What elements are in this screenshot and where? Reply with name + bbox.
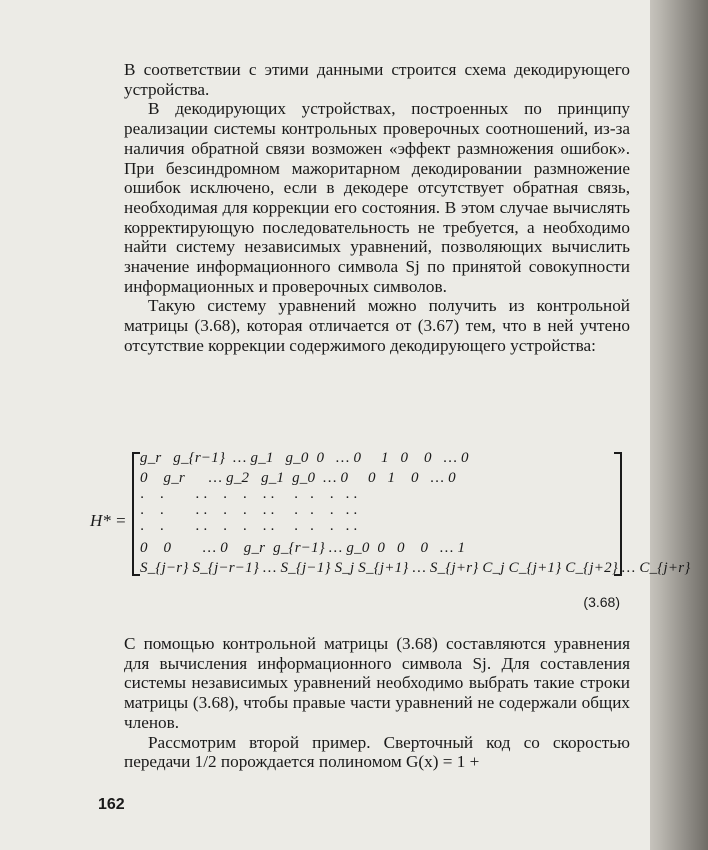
matrix-row: S_{j−r} S_{j−r−1} … S_{j−1} S_j S_{j+1} … S_{j+r} C_j C_{j+1} C_{j+2} … C_{j+r} [140, 560, 691, 576]
matrix-row: g_r g_{r−1} … g_1 g_0 0 … 0 1 0 0 … 0 [140, 450, 469, 466]
matrix-row: · · · · · · · · · · · · · [140, 506, 358, 522]
paragraph: С помощью контрольной матрицы (3.68) составляются уравнения для вычисления информационного символа Sj. Для составления системы независимых уравнений необходимо выбрать такие строки матрицы (3.68), чтобы правые части уравнений не содержали общих членов. [124, 634, 630, 732]
matrix-row: 0 g_r … g_2 g_1 g_0 … 0 0 1 0 … 0 [140, 470, 456, 486]
equation-number: (3.68) [583, 594, 620, 610]
paragraph: В соответствии с этими данными строится схема декодирующего устройства. [124, 60, 630, 99]
paragraph: Рассмотрим второй пример. Сверточный код со скоростью передачи 1/2 порождается полиномом G(x) = 1 + [124, 732, 630, 772]
matrix-right-bracket [614, 452, 622, 576]
paragraph: Такую систему уравнений можно получить из контрольной матрицы (3.68), которая отличается от (3.67) тем, что в ней учтено отсутствие коррекции содержимого декодирующего устройства: [124, 296, 630, 355]
matrix-row: · · · · · · · · · · · · · [140, 490, 358, 506]
matrix-left-bracket [132, 452, 140, 576]
matrix-equation [90, 448, 691, 618]
body-text-top [124, 60, 630, 356]
page-number: 162 [98, 796, 125, 813]
paragraph: В декодирующих устройствах, построенных по принципу реализации системы контрольных проверочных соотношений, из-за наличия обратной связи возможен «эффект размножения ошибок». При безсиндромном мажоритарном декодировании размножение ошибок исключено, если в декодере отсутствует обратная связь, необходимая для коррекции его состояния. В этом случае вычислять корректирующую последовательность не требуется, а необходимо найти систему независимых уравнений, позволяющих вычислить значение информационного символа Sj по принятой совокупности информационных и проверочных символов. [124, 99, 630, 296]
body-text-bottom [124, 634, 630, 772]
matrix-row: 0 0 … 0 g_r g_{r−1} … g_0 0 0 0 … 1 [140, 540, 466, 556]
matrix-label: H* = [90, 511, 127, 530]
matrix-row: · · · · · · · · · · · · · [140, 522, 358, 538]
